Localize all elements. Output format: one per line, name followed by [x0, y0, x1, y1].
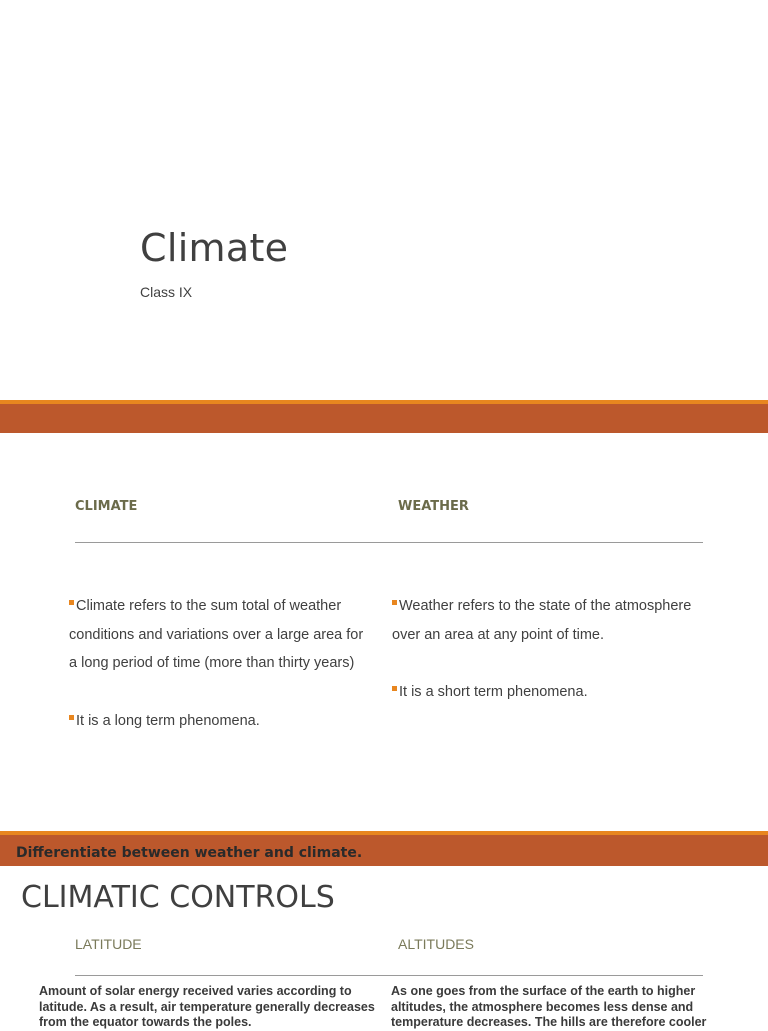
- bullet-icon: [69, 600, 74, 605]
- list-item: Climate refers to the sum total of weather conditions and variations over a large area for a long period of time (more than thirty years): [69, 598, 364, 671]
- title-slide: [0, 0, 768, 400]
- weather-column: [392, 592, 722, 736]
- list-item: It is a long term phenomena.: [69, 707, 374, 736]
- slide-footer-band: [0, 831, 768, 866]
- slide-footer-text: Differentiate between weather and climate.: [16, 845, 363, 861]
- heading-divider: [75, 975, 703, 976]
- bullet-icon: [392, 600, 397, 605]
- list-item: Weather refers to the state of the atmosphere over an area at any point of time.: [392, 598, 692, 643]
- latitude-text: Amount of solar energy received varies according to latitude. As a result, air temperature generally decreases from the equator towards the poles.: [39, 984, 375, 1029]
- section-title: CLIMATIC CONTROLS: [21, 880, 335, 915]
- heading-divider: [75, 542, 703, 543]
- column-heading-weather: WEATHER: [398, 499, 469, 514]
- climate-column: [69, 592, 374, 764]
- slide-title: Climate: [140, 226, 289, 270]
- altitudes-text: As one goes from the surface of the earth to higher altitudes, the atmosphere becomes less dense and temperature decreases. The hills are therefore cooler: [391, 984, 707, 1029]
- bullet-icon: [69, 715, 74, 720]
- column-heading-latitude: LATITUDE: [75, 936, 142, 952]
- list-item: It is a short term phenomena.: [392, 678, 722, 707]
- slide-subtitle: Class IX: [140, 284, 193, 300]
- column-heading-altitudes: ALTITUDES: [398, 936, 474, 952]
- bullet-icon: [392, 686, 397, 691]
- column-heading-climate: CLIMATE: [75, 499, 138, 514]
- slide-divider-band: [0, 400, 768, 433]
